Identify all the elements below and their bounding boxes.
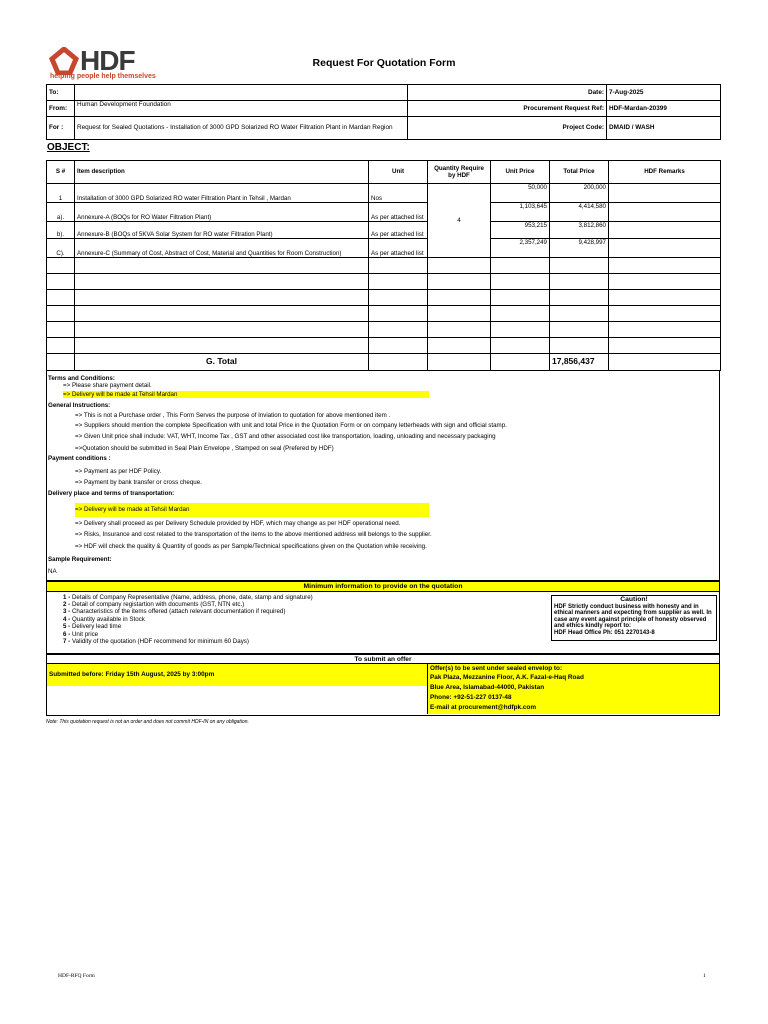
row-total-price: 200,000: [550, 184, 609, 203]
min-info-item: 6 - Unit price: [63, 631, 99, 638]
payment-item: => Payment by bank transfer or cross cheque.: [75, 479, 202, 486]
terms-heading: Terms and Conditions:: [48, 375, 115, 382]
offer-line: Phone: +92-51-227 0137-48: [430, 694, 512, 701]
row-unit-price: 953,215: [491, 222, 550, 239]
row-unit: Nos: [369, 184, 428, 203]
disclaimer-note: Note: This quotation request is not an order and does not commit HDF-IN on any obligation.: [46, 719, 249, 725]
delivery-item: => Delivery shall proceed as per Delivery Schedule provided by HDF, which may change as per HDF operational need.: [75, 520, 401, 527]
table-row-empty: [47, 274, 721, 290]
col-header-sn: S #: [47, 161, 75, 184]
row-total-price: 9,428,997: [550, 239, 609, 258]
table-row-empty: [47, 290, 721, 306]
offer-address: [427, 664, 719, 714]
to-label: To:: [47, 85, 75, 101]
table-row-empty: [47, 322, 721, 338]
caution-box: [551, 595, 717, 641]
table-row-empty: [47, 306, 721, 322]
offer-line: Offer(s) to be sent under sealed envelop to:: [430, 665, 563, 672]
terms-item-highlight: => Delivery will be made at Tehsil Mardan: [63, 391, 429, 398]
general-instructions-heading: General Instructions:: [48, 402, 111, 409]
row-unit: As per attached list: [369, 222, 428, 239]
project-code-value: DMAID / WASH: [607, 117, 721, 140]
row-remarks: [609, 184, 721, 203]
for-label: For :: [47, 117, 75, 140]
row-unit: As per attached list: [369, 203, 428, 222]
footer-form-name: HDF-RFQ Form: [58, 973, 95, 979]
for-value: Request for Sealed Quotations - Installation of 3000 GPD Solarized RO Water Filtration Plant in Mardan Region: [75, 117, 408, 140]
instruction-item: => Given Unit price shall include: VAT, WHT, Income Tax , GST and other associated cost like transportation, loading, unloading and necessary packaging: [75, 433, 496, 440]
header-table: [46, 84, 721, 140]
row-description: Annexure-B (BOQs of 5KVA Solar System for RO water Filtration Plant): [75, 222, 369, 239]
logo-tagline: helping people help themselves: [50, 73, 156, 80]
caution-title: Caution!: [620, 596, 648, 603]
row-total-price: 3,812,860: [550, 222, 609, 239]
table-row: [47, 222, 721, 239]
row-description: Annexure-A (BOQs for RO Water Filtration Plant): [75, 203, 369, 222]
proc-ref-value: HDF-Mardan-20399: [607, 101, 721, 117]
row-description: Annexure-C (Summary of Cost, Abstract of Cost, Material and Quantities for Room Construction): [75, 239, 369, 258]
col-header-unit-price: Unit Price: [491, 161, 550, 184]
table-row: [47, 184, 721, 203]
submit-heading: To submit an offer: [46, 654, 720, 664]
row-remarks: [609, 203, 721, 222]
logo-brand: HDF: [80, 45, 135, 76]
offer-line: Pak Plaza, Mezzanine Floor, A.K. Fazal-e-Haq Road: [430, 674, 584, 681]
table-row-empty: [47, 258, 721, 274]
offer-line: Blue Area, Islamabad-44000, Pakistan: [430, 684, 545, 691]
from-label: From:: [47, 101, 75, 117]
row-sn: C).: [47, 239, 75, 258]
object-heading: OBJECT:: [47, 142, 90, 153]
items-table: [46, 160, 721, 371]
grand-total-label: G. Total: [75, 354, 369, 371]
instruction-item: => Suppliers should mention the complete Specification with unit and total Price in the Quotation Form or on company letterheads with sign and official stamp.: [75, 422, 507, 429]
offer-email: E-mail at procurement@hdfpk.com: [430, 704, 537, 711]
submit-deadline: Submitted before: Friday 15th August, 2025 by 3:00pm: [47, 664, 427, 686]
row-unit-price: 50,000: [491, 184, 550, 203]
terms-item: => Please share payment detail.: [63, 382, 152, 389]
min-info-item: 7 - Validity of the quotation (HDF recommend for minimum 60 Days): [63, 638, 249, 645]
row-unit: As per attached list: [369, 239, 428, 258]
terms-section: [46, 371, 720, 581]
row-sn: b).: [47, 222, 75, 239]
row-unit-price: 1,103,645: [491, 203, 550, 222]
min-info-item: 3 - Characteristics of the items offered (attach relevant documentation if required): [63, 608, 286, 615]
min-info-heading: Minimum information to provide on the quotation: [46, 581, 720, 592]
min-info-item: 4 - Quantity available in Stock: [63, 616, 145, 623]
sample-requirement-value: NA: [48, 568, 57, 575]
from-value: Human Development Foundation: [75, 101, 408, 117]
date-label: Date:: [408, 85, 607, 101]
row-sn: a).: [47, 203, 75, 222]
page-title: Request For Quotation Form: [312, 57, 456, 69]
col-header-unit: Unit: [369, 161, 428, 184]
sample-requirement-heading: Sample Requirement:: [48, 556, 112, 563]
col-header-remarks: HDF Remarks: [609, 161, 721, 184]
min-info-item: 2 - Detail of company registartion with documents (GST, NTN etc.): [63, 601, 245, 608]
row-sn: 1: [47, 184, 75, 203]
date-value: 7-Aug-2025: [607, 85, 721, 101]
delivery-item: => Risks, Insurance and cost related to the transportation of the items to the above mentioned address will belongs to the supplier.: [75, 531, 432, 538]
table-row-empty: [47, 338, 721, 354]
footer-page-number: 1: [703, 973, 706, 979]
grand-total-row: [47, 354, 721, 371]
min-info-section: [46, 592, 720, 654]
row-quantity: 4: [428, 184, 491, 258]
table-row: [47, 239, 721, 258]
caution-text: HDF Strictly conduct business with honesty and in ethical manners and expecting from supplier as well. In case any event against principle of honesty observed and ethics kindly report to:: [554, 603, 712, 630]
delivery-item-highlight: => Delivery will be made at Tehsil Mardan: [75, 503, 429, 517]
delivery-heading: Delivery place and terms of transportation:: [48, 490, 175, 497]
row-total-price: 4,414,580: [550, 203, 609, 222]
col-header-description: Item description: [75, 161, 369, 184]
row-unit-price: 2,357,249: [491, 239, 550, 258]
row-description: Installation of 3000 GPD Solarized RO water Filtration Plant in Tehsil , Mardan: [75, 184, 369, 203]
table-row: [47, 203, 721, 222]
min-info-item: 5 - Delivery lead time: [63, 623, 122, 630]
submit-section: [46, 664, 720, 716]
instruction-item: =>Quotation should be submitted in Seal Plain Envelope , Stamped on seal (Prefered by HDF): [75, 445, 334, 452]
project-code-label: Project Code:: [408, 117, 607, 140]
delivery-item: => HDF will check the quality & Quantity of goods as per Sample/Technical specifications given on the Quotation while receiving.: [75, 543, 427, 550]
instruction-item: => This is not a Purchase order , This Form Serves the purpose of Inviation to quotation for above mentioned item .: [75, 412, 391, 419]
grand-total-value: 17,856,437: [550, 354, 609, 371]
proc-ref-label: Procurement Request Ref:: [408, 101, 607, 117]
col-header-total-price: Total Price: [550, 161, 609, 184]
row-remarks: [609, 239, 721, 258]
col-header-quantity: Quantity Require by HDF: [428, 161, 491, 184]
payment-item: => Payment as per HDF Policy.: [75, 468, 162, 475]
caution-contact: HDF Head Office Ph: 051 2270143-8: [554, 629, 655, 636]
min-info-item: 1 - Details of Company Representative (Name, address, phone, date, stamp and signature): [63, 594, 313, 601]
to-value: [75, 85, 408, 101]
payment-conditions-heading: Payment conditions :: [48, 455, 111, 462]
row-remarks: [609, 222, 721, 239]
